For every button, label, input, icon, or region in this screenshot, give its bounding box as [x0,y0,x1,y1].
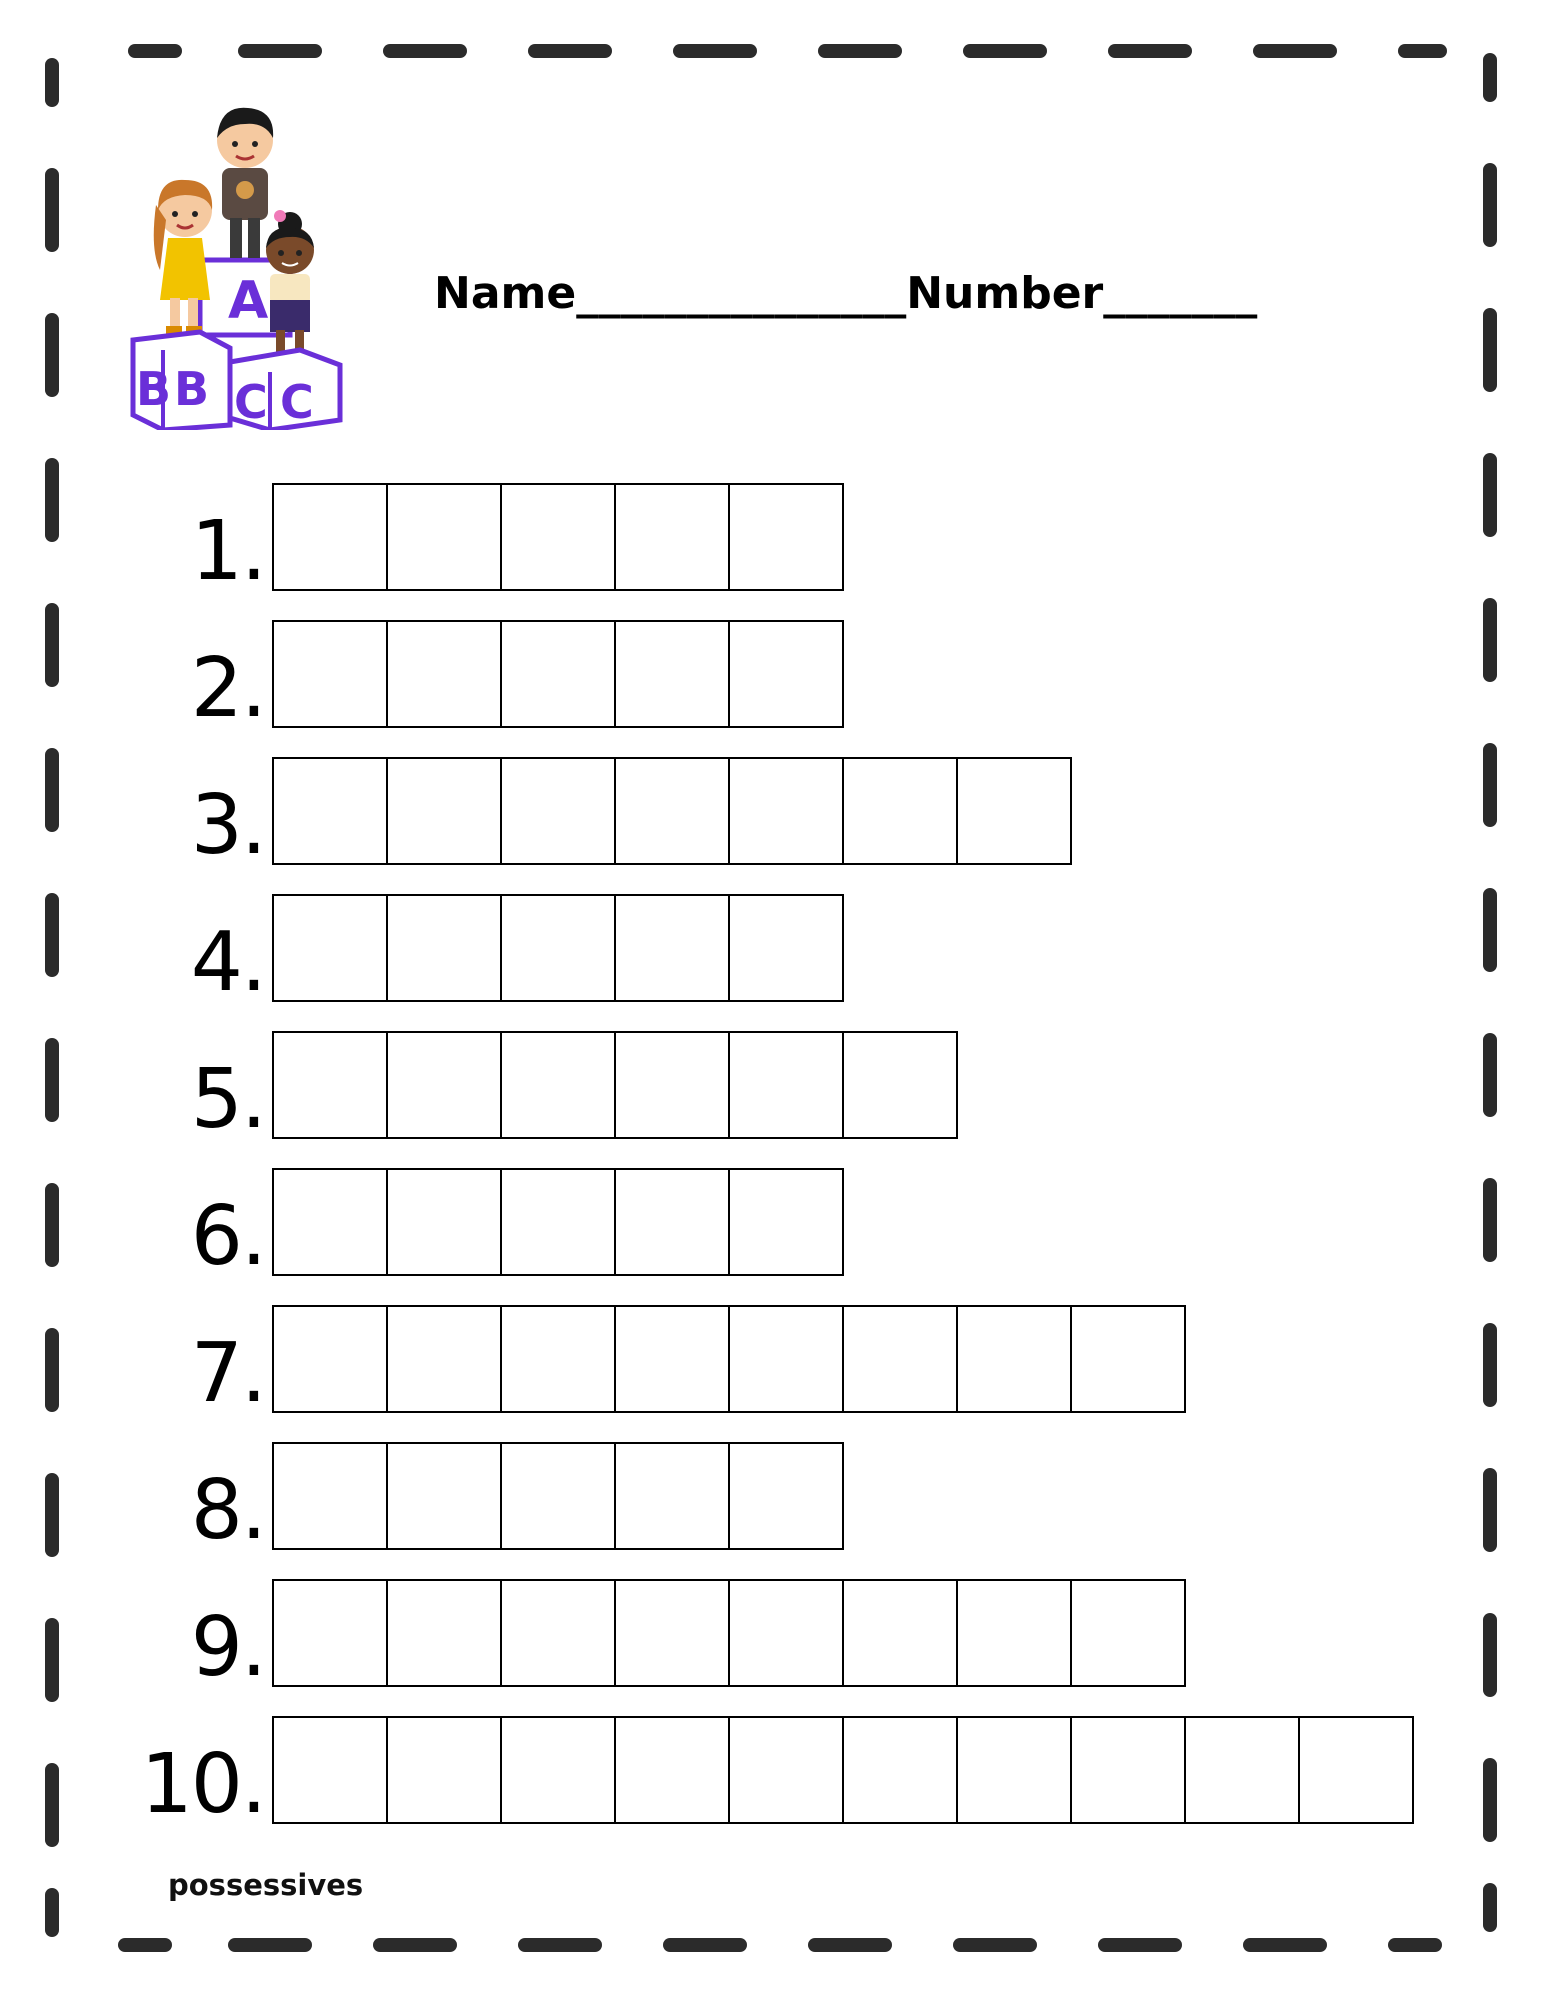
letter-box[interactable] [386,1716,502,1824]
boy-figure [217,108,273,258]
svg-text:C: C [280,375,314,429]
letter-box[interactable] [272,1442,388,1550]
letter-box[interactable] [272,1031,388,1139]
footer-topic: possessives [168,1868,364,1902]
kids-on-abc-blocks-icon [130,100,345,430]
letter-box[interactable] [272,1305,388,1413]
letter-box[interactable] [728,757,844,865]
letter-box[interactable] [386,1442,502,1550]
letter-box[interactable] [614,483,730,591]
letter-box[interactable] [614,1716,730,1824]
letter-box[interactable] [842,1579,958,1687]
letter-box[interactable] [386,620,502,728]
letter-box[interactable] [956,1579,1072,1687]
row-number: 7. [190,1326,265,1421]
letter-box[interactable] [500,1579,616,1687]
letter-box[interactable] [842,1031,958,1139]
letter-box[interactable] [1070,1716,1186,1824]
row-number: 2. [190,641,265,736]
letter-box[interactable] [500,1168,616,1276]
letter-boxes [272,894,844,1002]
letter-box[interactable] [500,757,616,865]
letter-box[interactable] [500,620,616,728]
girl-dark-figure [266,210,314,352]
row-number: 10. [140,1737,265,1832]
letter-box[interactable] [728,1305,844,1413]
letter-boxes [272,1305,1186,1413]
letter-box[interactable] [272,894,388,1002]
letter-box[interactable] [614,1031,730,1139]
letter-box[interactable] [842,1305,958,1413]
letter-box[interactable] [272,620,388,728]
svg-text:B: B [136,362,172,416]
letter-box[interactable] [500,1031,616,1139]
letter-box[interactable] [500,894,616,1002]
letter-box[interactable] [956,757,1072,865]
letter-boxes [272,757,1072,865]
letter-box[interactable] [272,483,388,591]
letter-box[interactable] [614,894,730,1002]
letter-box[interactable] [500,1305,616,1413]
row-number: 5. [190,1052,265,1147]
letter-box[interactable] [272,1168,388,1276]
block-b [133,332,230,430]
row-number: 8. [190,1463,265,1558]
letter-box[interactable] [272,1579,388,1687]
letter-boxes [272,1031,958,1139]
letter-box[interactable] [842,1716,958,1824]
letter-box[interactable] [842,757,958,865]
row-number: 4. [190,915,265,1010]
letter-box[interactable] [1070,1305,1186,1413]
letter-box[interactable] [386,483,502,591]
letter-boxes [272,483,844,591]
letter-box[interactable] [728,1168,844,1276]
letter-box[interactable] [272,757,388,865]
letter-box[interactable] [614,620,730,728]
letter-boxes [272,620,844,728]
letter-box[interactable] [728,894,844,1002]
row-number: 6. [190,1189,265,1284]
svg-text:A: A [228,271,269,331]
letter-box[interactable] [728,1031,844,1139]
letter-box[interactable] [614,1168,730,1276]
letter-box[interactable] [956,1305,1072,1413]
letter-box[interactable] [386,894,502,1002]
letter-box[interactable] [1070,1579,1186,1687]
letter-boxes [272,1442,844,1550]
letter-boxes [272,1168,844,1276]
letter-boxes [272,1716,1414,1824]
letter-box[interactable] [956,1716,1072,1824]
letter-box[interactable] [614,1579,730,1687]
letter-box[interactable] [386,1579,502,1687]
letter-box[interactable] [614,1442,730,1550]
letter-box[interactable] [1184,1716,1300,1824]
letter-box[interactable] [1298,1716,1414,1824]
letter-box[interactable] [728,1716,844,1824]
letter-box[interactable] [386,1031,502,1139]
row-number: 1. [190,504,265,599]
svg-text:C: C [234,375,268,429]
letter-box[interactable] [614,757,730,865]
letter-box[interactable] [386,1168,502,1276]
letter-box[interactable] [386,1305,502,1413]
letter-box[interactable] [728,620,844,728]
letter-box[interactable] [728,483,844,591]
letter-box[interactable] [500,1716,616,1824]
letter-box[interactable] [614,1305,730,1413]
block-c [230,350,340,430]
letter-box[interactable] [386,757,502,865]
letter-box[interactable] [728,1579,844,1687]
letter-box[interactable] [500,1442,616,1550]
svg-text:B: B [174,362,210,416]
name-number-line[interactable]: Name_______________Number_______ [434,268,1258,319]
row-number: 9. [190,1600,265,1695]
row-number: 3. [190,778,265,873]
letter-boxes [272,1579,1186,1687]
letter-box[interactable] [272,1716,388,1824]
letter-box[interactable] [728,1442,844,1550]
letter-box[interactable] [500,483,616,591]
